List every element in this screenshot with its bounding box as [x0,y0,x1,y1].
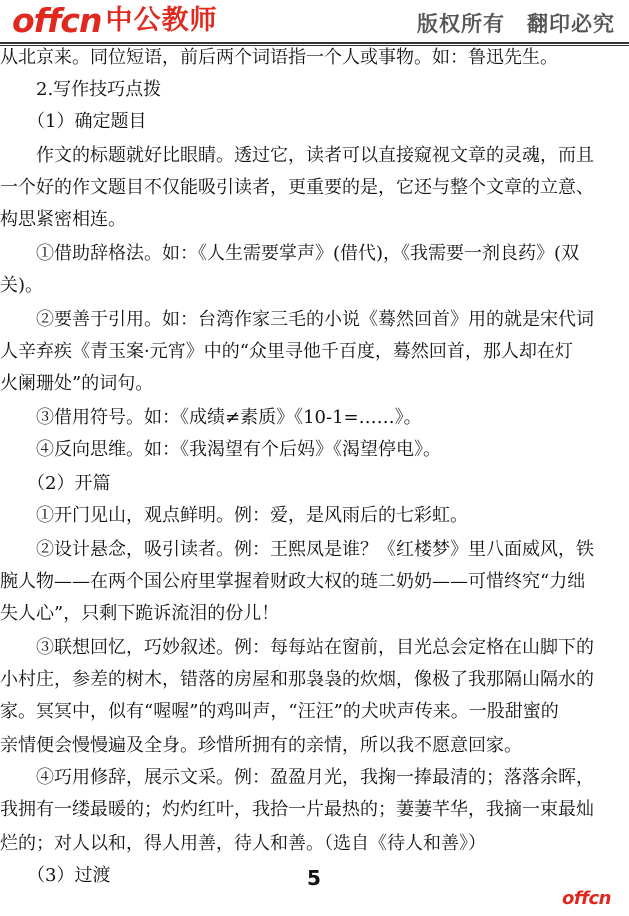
text-line: 人辛弃疾《青玉案·元宵》中的“众里寻他千百度，蓦然回首，那人却在灯 [0,341,573,362]
text-line: ④巧用修辞，展示文采。例：盈盈月光，我掬一捧最清的；落落余晖， [0,767,594,788]
footer-logo: offcn [561,888,611,909]
text-line: 构思紧密相连。 [0,209,126,230]
text-line: 腕人物——在两个国公府里掌握着财政大权的琏二奶奶——可惜终究“力绌 [0,571,586,592]
text-line: 我拥有一缕最暖的；灼灼红叶，我拾一片最热的；萋萋芊华，我摘一束最灿 [0,799,594,820]
subsection-heading: （1）确定题目 [0,111,147,132]
text-line: 作文的标题就好比眼睛。透过它，读者可以直接窥视文章的灵魂，而且 [0,145,594,166]
text-line: 从北京来。同位短语，前后两个词语指一个人或事物。如：鲁迅先生。 [0,47,558,68]
text-line: ④反向思维。如：《我渴望有个后妈》《渴望停电》。 [0,439,441,460]
text-line: 亲情便会慢慢遍及全身。珍惜所拥有的亲情，所以我不愿意回家。 [0,735,522,756]
text-line: 失人心”，只剩下跪诉流泪的份儿！ [0,603,280,624]
page-number: 5 [307,866,321,890]
text-line: ②设计悬念，吸引读者。例：王熙凤是谁？《红楼梦》里八面威风，铁 [0,539,594,560]
text-line: 小村庄，参差的树木，错落的房屋和那袅袅的炊烟，像极了我那隔山隔水的 [0,669,594,690]
text-line: 火阑珊处”的词句。 [0,373,154,394]
text-line: 烂的；对人以和，得人用善，待人和善。（选自《待人和善》） [0,833,486,854]
subsection-heading: （3）过渡 [0,865,111,886]
text-line: 家。冥冥中，似有“喔喔”的鸡叫声，“汪汪”的犬吠声传来。一股甜蜜的 [0,701,559,722]
text-line: ②要善于引用。如：台湾作家三毛的小说《蓦然回首》用的就是宋代词 [0,309,594,330]
logo-wordmark: offcn [12,1,102,40]
text-line: ①借助辞格法。如：《人生需要掌声》(借代)，《我需要一剂良药》(双 [0,243,580,264]
header-rule [0,42,629,44]
text-line: 关)。 [0,275,44,296]
page-header [0,0,629,44]
logo-chinese-name: 中公教师 [105,5,218,36]
section-heading: 2.写作技巧点拨 [0,79,162,100]
text-line: ③联想回忆，巧妙叙述。例：每每站在窗前，目光总会定格在山脚下的 [0,637,594,658]
text-line: 一个好的作文题目不仅能吸引读者，更重要的是，它还与整个文章的立意、 [0,177,594,198]
copyright-notice: 版权所有 翻印必究 [417,12,615,36]
offcn-logo [12,2,217,40]
text-line: ③借用符号。如：《成绩≠素质》《10-1=……》。 [0,407,422,428]
subsection-heading: （2）开篇 [0,473,111,494]
text-line: ①开门见山，观点鲜明。例：爱，是风雨后的七彩虹。 [0,505,468,526]
